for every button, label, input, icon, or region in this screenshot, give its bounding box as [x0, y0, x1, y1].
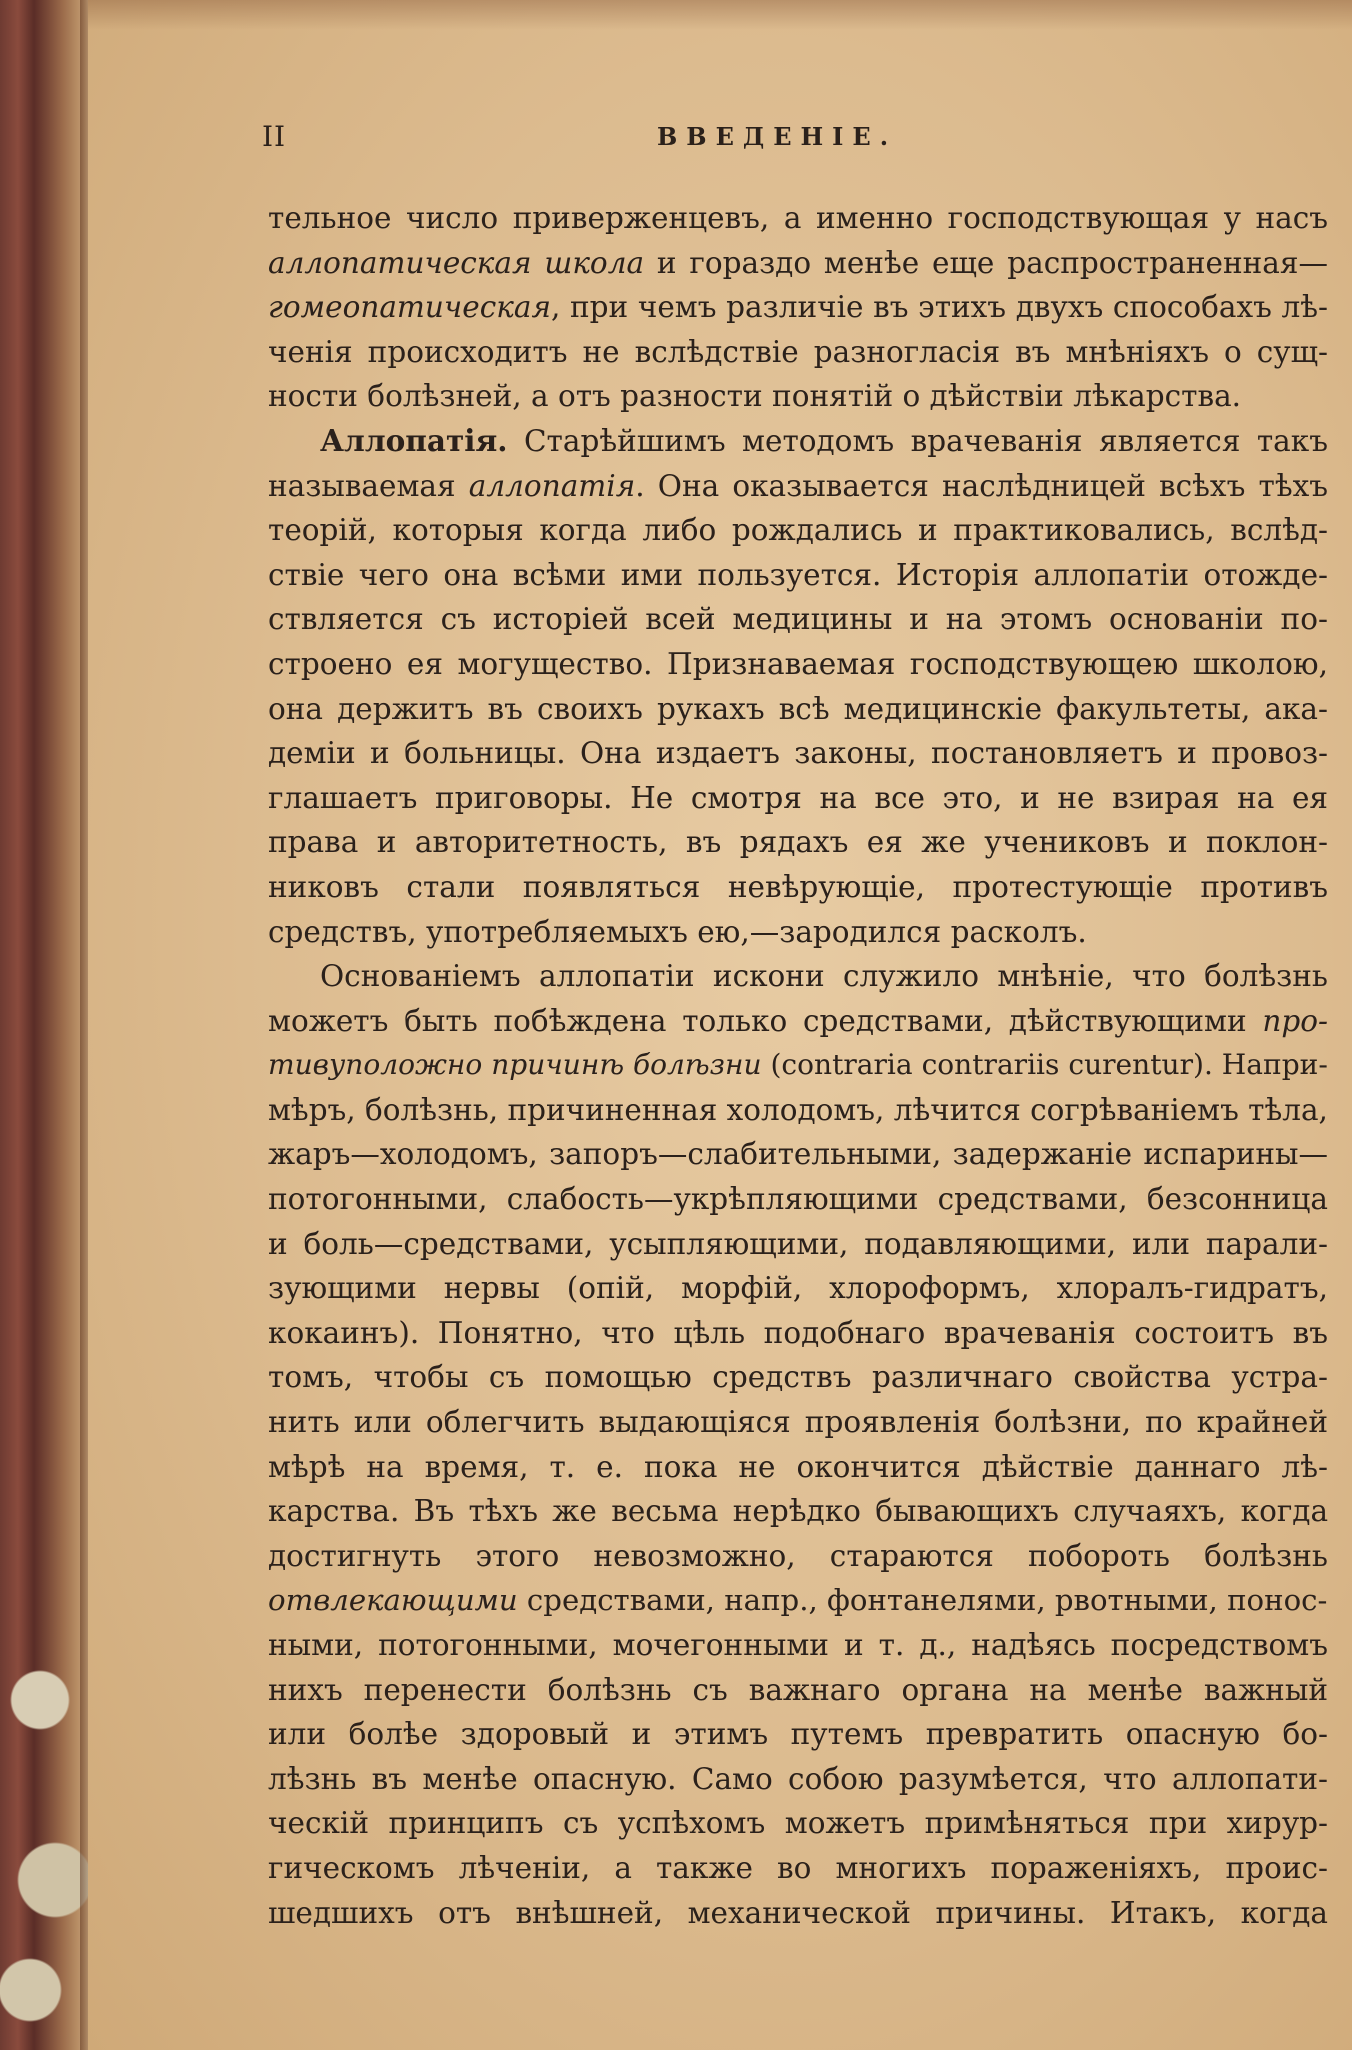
text-line: глашаетъ приговоры. Не смотря на все это, и не взирая на ея	[268, 780, 1329, 815]
book-binding-edge	[0, 0, 88, 2050]
text-line: потогонными, слабость—укрѣпляющими средствами, безсонница	[268, 1182, 1328, 1217]
text-line: зующими нервы (опій, морфій, хлороформъ, хлоралъ-гидратъ,	[268, 1271, 1328, 1306]
italic-term: про-	[1262, 1003, 1328, 1038]
text-line: ности болѣзней, а отъ разности понятій о дѣйствіи лѣкарства.	[268, 379, 1242, 414]
text-line: шедшихъ отъ внѣшней, механической причины. Итакъ, когда	[268, 1895, 1329, 1930]
text-line: ческій принципъ съ успѣхомъ можетъ примѣняться при хирур-	[268, 1806, 1329, 1841]
text-line: Основаніемъ аллопатіи искони служило мнѣніе, что болѣзнь	[320, 959, 1328, 994]
text-line: ными, потогонными, мочегонными и т. д., надѣясь посредствомъ	[268, 1628, 1329, 1662]
text-line: права и авторитетность, въ рядахъ ея же учениковъ и поклон-	[268, 825, 1329, 860]
text-line: достигнуть этого невозможно, стараются побороть болѣзнь	[268, 1538, 1328, 1573]
page-header	[262, 120, 1322, 160]
italic-term: аллопатія	[468, 468, 636, 503]
text-line: нить или облегчить выдающіяся проявленія болѣзни, по крайней	[268, 1405, 1328, 1440]
text-line: карства. Въ тѣхъ же весьма нерѣдко бывающихъ случаяхъ, когда	[268, 1494, 1329, 1529]
text-line: аллопатическая школа и гораздо менѣе еще распространенная—	[268, 245, 1328, 280]
section-heading: Аллопатія.	[320, 422, 508, 458]
text-line: и боль—средствами, усыпляющими, подавляющими, или парали-	[268, 1226, 1328, 1261]
text-line: лѣзнь въ менѣе опасную. Само собою разумѣется, что аллопати-	[268, 1761, 1329, 1796]
italic-term: тивуположно причинѣ болѣзни	[268, 1048, 762, 1082]
page-top-shadow	[88, 0, 1352, 30]
text-line: или болѣе здоровый и этимъ путемъ превратить опасную бо-	[268, 1717, 1328, 1752]
text-line: тельное число приверженцевъ, а именно господствующая у насъ	[268, 201, 1329, 235]
text-line: деміи и больницы. Она издаетъ законы, постановляетъ и провоз-	[268, 736, 1329, 771]
italic-term: гомеопатическая	[268, 290, 551, 325]
text-line: Аллопатія. Старѣйшимъ методомъ врачеванія является такъ	[320, 422, 1328, 458]
text-line: тивуположно причинѣ болѣзни (contraria contrariis curentur). Напри-	[268, 1048, 1328, 1082]
page-number: II	[262, 120, 287, 153]
text-line: теорій, которыя когда либо рождались и практиковались, вслѣд-	[268, 513, 1329, 548]
body-text	[268, 196, 1328, 1935]
text-line: никовъ стали появляться невѣрующіе, протестующіе противъ	[268, 869, 1329, 904]
text-line: кокаинъ). Понятно, что цѣль подобнаго врачеванія состоитъ въ	[268, 1315, 1329, 1350]
text-line: ствляется съ исторіей всей медицины и на этомъ основаніи по-	[268, 602, 1328, 637]
text-line: можетъ быть побѣждена только средствами, дѣйствующими про-	[268, 1003, 1328, 1038]
text-line: гическомъ лѣченіи, а также во многихъ пораженіяхъ, проис-	[268, 1850, 1328, 1885]
text-line: нихъ перенести болѣзнь съ важнаго органа на менѣе важный	[268, 1672, 1328, 1707]
text-line: мѣръ, болѣзнь, причиненная холодомъ, лѣчится согрѣваніемъ тѣла,	[268, 1092, 1328, 1127]
italic-term: отвлекающими	[268, 1583, 518, 1618]
italic-term: аллопатическая школа	[268, 245, 645, 280]
text-line: жаръ—холодомъ, запоръ—слабительными, задержаніе испарины—	[268, 1137, 1328, 1172]
text-line: строено ея могущество. Признаваемая господствующею школою,	[268, 646, 1328, 681]
text-line: ченія происходитъ не вслѣдствіе разногласія въ мнѣніяхъ о сущ-	[268, 334, 1328, 369]
text-line: гомеопатическая, при чемъ различіе въ этихъ двухъ способахъ лѣ-	[268, 290, 1329, 325]
running-title: ВВЕДЕНІЕ.	[657, 122, 898, 151]
text-line: мѣрѣ на время, т. е. пока не окончится дѣйствіе даннаго лѣ-	[268, 1449, 1328, 1484]
text-line: отвлекающими средствами, напр., фонтанелями, рвотными, понос-	[268, 1583, 1328, 1618]
text-line: томъ, чтобы съ помощью средствъ различнаго свойства устра-	[268, 1360, 1328, 1395]
text-line: средствъ, употребляемыхъ ею,—зародился расколъ.	[268, 914, 1087, 949]
text-line: называемая аллопатія. Она оказывается наслѣдницей всѣхъ тѣхъ	[268, 468, 1329, 503]
text-line: она держитъ въ своихъ рукахъ всѣ медицинскіе факультеты, ака-	[268, 691, 1328, 726]
text-line: ствіе чего она всѣми ими пользуется. Исторія аллопатіи отожде-	[268, 557, 1329, 592]
